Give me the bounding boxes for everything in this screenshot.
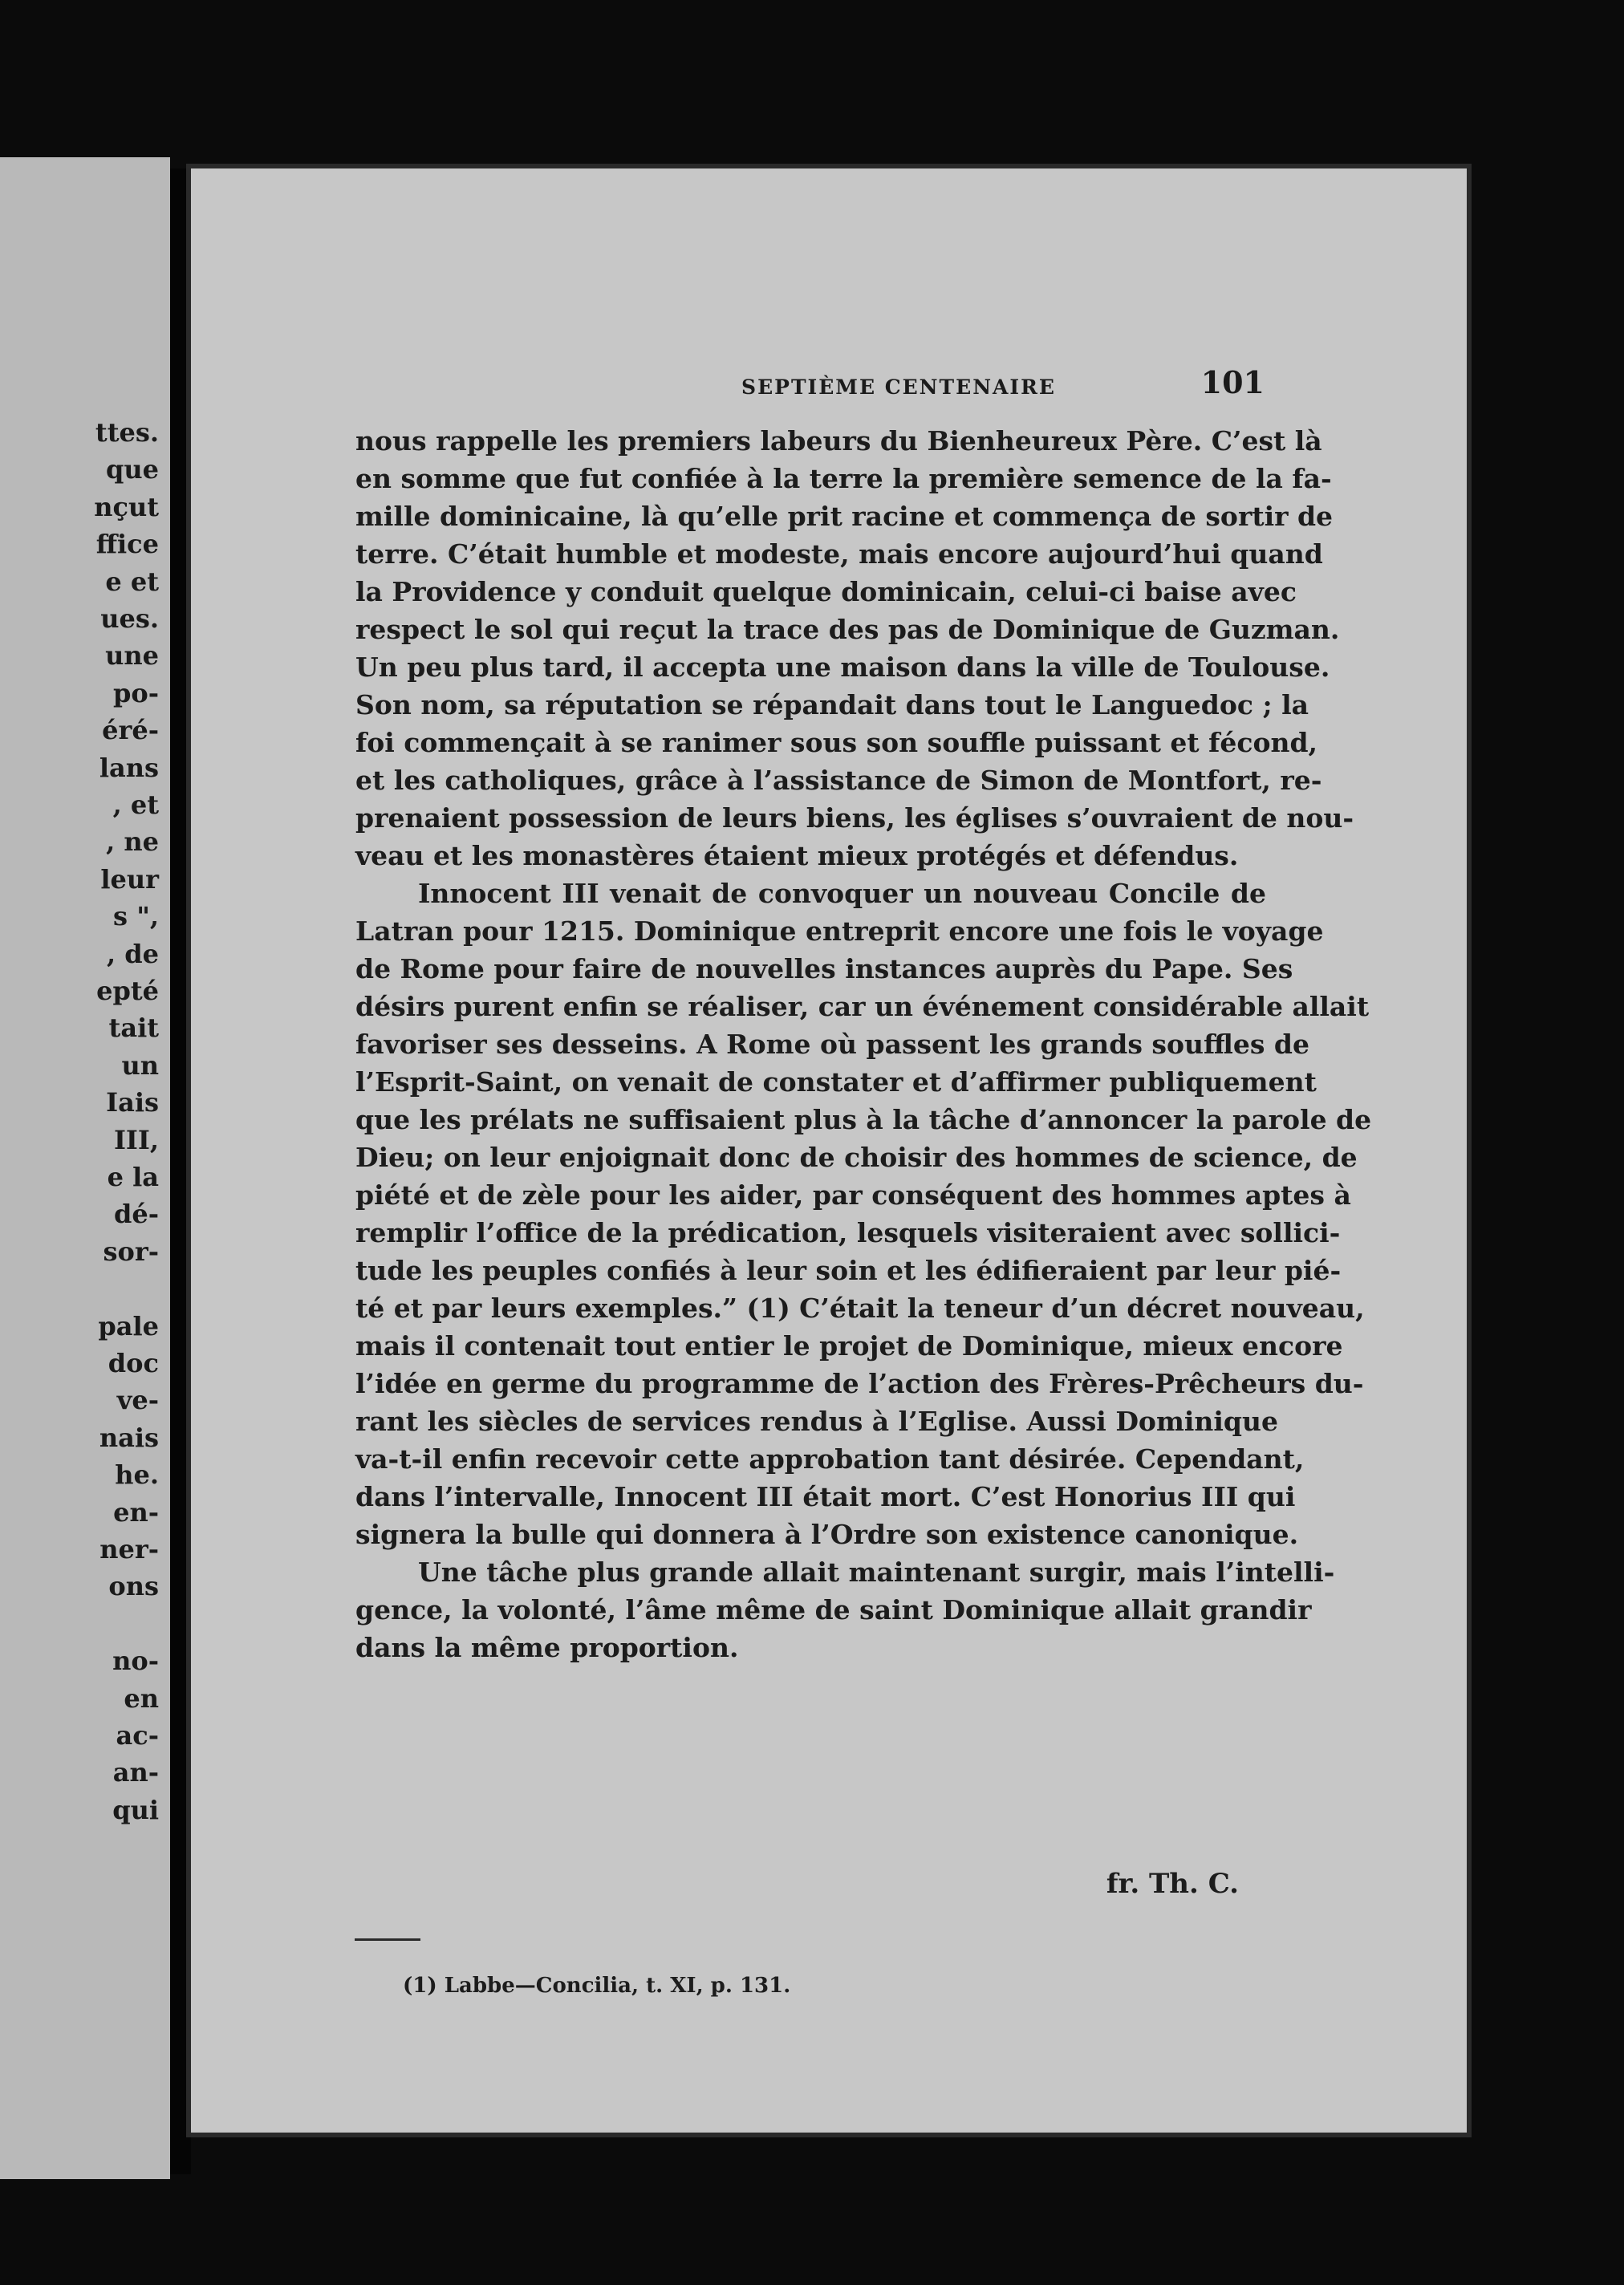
text-line: signera la bulle qui donnera à l’Ordre son existence canonique. <box>355 1519 1299 1550</box>
adjacent-page-text: ttes. <box>95 417 159 448</box>
text-line: veau et les monastères étaient mieux protégés et défendus. <box>355 840 1239 871</box>
text-line: mais il contenait tout entier le projet de Dominique, mieux encore <box>355 1330 1343 1362</box>
adjacent-page-text: sor- <box>103 1236 159 1267</box>
text-line: favoriser ses desseins. A Rome où passent les grands souffles de <box>355 1029 1309 1060</box>
adjacent-page-text: epté <box>96 976 159 1006</box>
adjacent-page-text: , ne <box>106 826 159 858</box>
adjacent-page-text: no- <box>112 1646 159 1677</box>
adjacent-page-text: qui <box>112 1794 159 1825</box>
adjacent-page-text: ues. <box>100 603 159 634</box>
adjacent-page-text: ons <box>108 1571 159 1602</box>
adjacent-page-text: tait <box>108 1013 159 1044</box>
adjacent-page-text: leur <box>100 863 159 895</box>
text-line: la Providence y conduit quelque dominicain, celui-ci baise avec <box>355 576 1297 607</box>
adjacent-page-text: po- <box>113 677 159 708</box>
adjacent-page-text: nçut <box>94 491 159 522</box>
adjacent-page-text: he. <box>115 1459 159 1491</box>
footnote-rule <box>355 1938 420 1941</box>
adjacent-page-fragment <box>0 157 170 2179</box>
footnote: (1) Labbe—Concilia, t. XI, p. 131. <box>403 1974 791 1998</box>
adjacent-page-text: dé- <box>113 1199 159 1230</box>
text-line: mille dominicaine, là qu’elle prit racine et commença de sortir de <box>355 501 1334 532</box>
running-title: SEPTIÈME CENTENAIRE <box>741 375 1056 399</box>
text-line: Un peu plus tard, il accepta une maison dans la ville de Toulouse. <box>355 651 1330 683</box>
adjacent-page-text: s ", <box>113 901 159 932</box>
text-line: de Rome pour faire de nouvelles instances auprès du Pape. Ses <box>355 953 1293 984</box>
author-signature: fr. Th. C. <box>1106 1868 1239 1900</box>
text-line: dans l’intervalle, Innocent III était mort. C’est Honorius III qui <box>355 1481 1296 1512</box>
adjacent-page-text: ac- <box>116 1720 159 1751</box>
page-number: 101 <box>1200 364 1265 400</box>
text-line: Latran pour 1215. Dominique entreprit encore une fois le voyage <box>355 915 1324 947</box>
book-page <box>191 168 1467 2133</box>
book-gutter <box>170 168 191 2174</box>
text-line: gence, la volonté, l’âme même de saint Dominique allait grandir <box>355 1594 1312 1625</box>
adjacent-page-text: e et <box>105 566 159 597</box>
adjacent-page-text: en <box>124 1682 159 1714</box>
text-line: rant les siècles de services rendus à l’Eglise. Aussi Dominique <box>355 1406 1278 1437</box>
text-line: terre. C’était humble et modeste, mais encore aujourd’hui quand <box>355 538 1323 570</box>
text-line: en somme que fut confiée à la terre la première semence de la fa- <box>355 463 1332 494</box>
adjacent-page-text: III, <box>113 1124 159 1155</box>
adjacent-page-text: ve- <box>116 1385 159 1416</box>
adjacent-page-text: ner- <box>99 1534 159 1565</box>
text-line: nous rappelle les premiers labeurs du Bienheureux Père. C’est là <box>355 425 1322 457</box>
adjacent-page-text: lans <box>99 752 159 783</box>
adjacent-page-text: une <box>105 640 159 672</box>
text-line: tude les peuples confiés à leur soin et les édifieraient par leur pié- <box>355 1255 1342 1286</box>
adjacent-page-text: éré- <box>102 715 159 746</box>
adjacent-page-text: an- <box>112 1757 159 1788</box>
adjacent-page-text: que <box>106 454 159 485</box>
text-line: té et par leurs exemples.” (1) C’était la teneur d’un décret nouveau, <box>355 1293 1365 1324</box>
text-line: et les catholiques, grâce à l’assistance de Simon de Montfort, re- <box>355 765 1322 796</box>
body-text <box>355 422 1372 1666</box>
text-line: piété et de zèle pour les aider, par conséquent des hommes aptes à <box>355 1179 1351 1211</box>
text-line: Son nom, sa réputation se répandait dans tout le Languedoc ; la <box>355 689 1309 720</box>
text-line: remplir l’office de la prédication, lesquels visiteraient avec sollici- <box>355 1217 1341 1248</box>
adjacent-page-text: ffice <box>95 529 159 560</box>
text-line: foi commençait à se ranimer sous son souffle puissant et fécond, <box>355 727 1318 758</box>
text-line: Dieu; on leur enjoignait donc de choisir des hommes de science, de <box>355 1142 1358 1173</box>
text-line: respect le sol qui reçut la trace des pas de Dominique de Guzman. <box>355 614 1340 645</box>
text-line: l’idée en germe du programme de l’action des Frères-Prêcheurs du- <box>355 1368 1364 1399</box>
text-line: l’Esprit-Saint, on venait de constater et d’affirmer publiquement <box>355 1066 1317 1098</box>
text-line: dans la même proportion. <box>355 1632 739 1663</box>
text-line: Innocent III venait de convoquer un nouveau Concile de <box>418 878 1266 909</box>
text-line: Une tâche plus grande allait maintenant surgir, mais l’intelli- <box>418 1556 1335 1588</box>
adjacent-page-text: en- <box>113 1496 159 1528</box>
adjacent-page-text: pale <box>98 1310 159 1341</box>
text-line: va-t-il enfin recevoir cette approbation tant désirée. Cependant, <box>355 1443 1305 1475</box>
adjacent-page-text: doc <box>108 1348 159 1378</box>
adjacent-page-text: e la <box>107 1162 159 1192</box>
text-line: que les prélats ne suffisaient plus à la tâche d’annoncer la parole de <box>355 1104 1372 1135</box>
text-line: désirs purent enfin se réaliser, car un événement considérable allait <box>355 991 1370 1022</box>
adjacent-page-text: , et <box>112 789 159 820</box>
adjacent-page-text: nais <box>99 1422 159 1453</box>
text-line: prenaient possession de leurs biens, les églises s’ouvraient de nou- <box>355 802 1354 834</box>
adjacent-page-text: un <box>121 1049 159 1081</box>
adjacent-page-text: , de <box>106 938 159 969</box>
adjacent-page-text: Iais <box>106 1087 159 1118</box>
